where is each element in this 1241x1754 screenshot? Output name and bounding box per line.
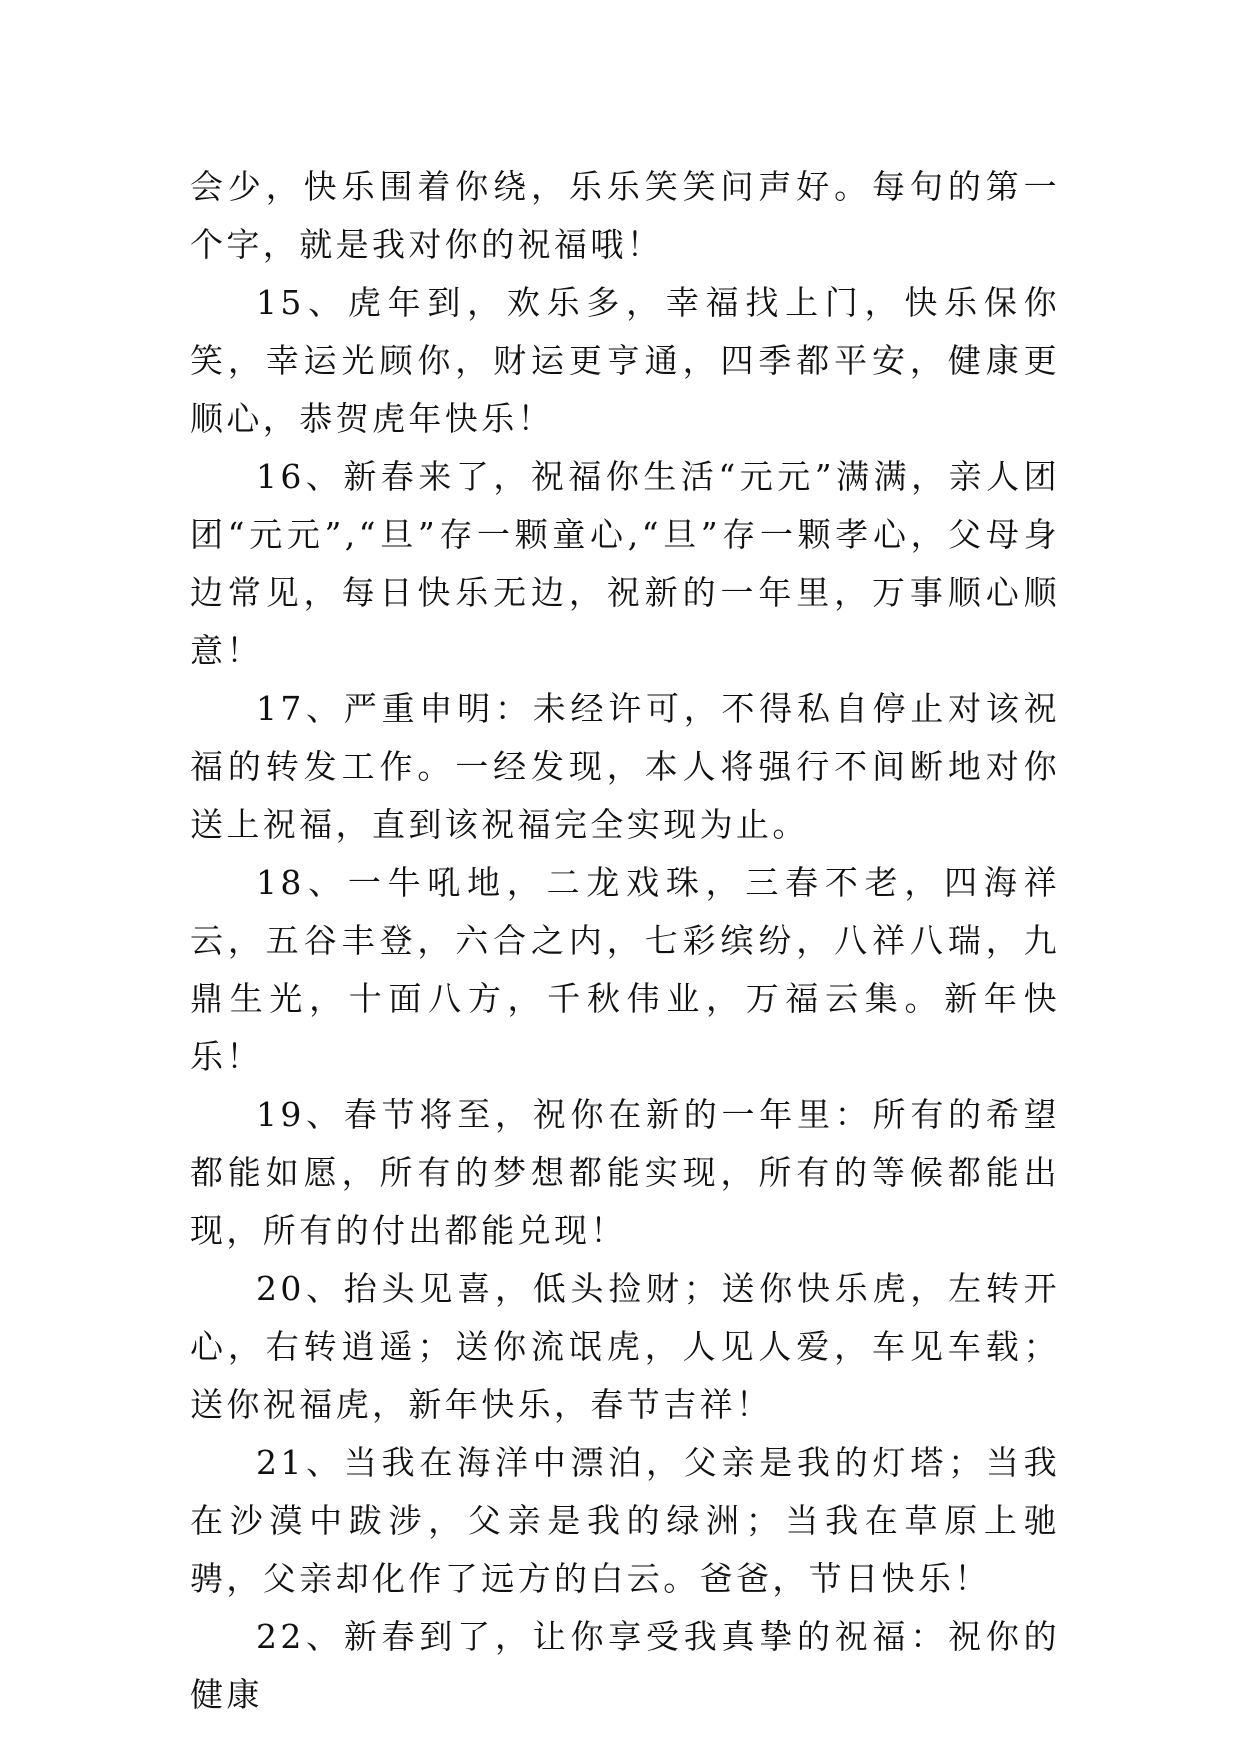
paragraph-16: 16、新春来了，祝福你生活“元元”满满，亲人团团“元元”,“旦”存一颗童心,“旦”存一颗孝心，父母身边常见，每日快乐无边，祝新的一年里，万事顺心顺意！ — [190, 457, 1060, 670]
paragraph-15: 15、虎年到，欢乐多，幸福找上门，快乐保你笑，幸运光顾你，财运更亨通，四季都平安，健康更顺心，恭贺虎年快乐！ — [190, 283, 1060, 438]
paragraph-21: 21、当我在海洋中漂泊，父亲是我的灯塔；当我在沙漠中跋涉，父亲是我的绿洲；当我在草原上驰骋，父亲却化作了远方的白云。爸爸，节日快乐！ — [190, 1443, 1060, 1598]
paragraph-continued: 会少，快乐围着你绕，乐乐笑笑问声好。每句的第一个字，就是我对你的祝福哦！ — [190, 167, 1060, 264]
document-body — [190, 158, 1060, 1724]
paragraph-22: 22、新春到了，让你享受我真挚的祝福：祝你的健康 — [190, 1617, 1060, 1714]
paragraph-18: 18、一牛吼地，二龙戏珠，三春不老，四海祥云，五谷丰登，六合之内，七彩缤纷，八祥八瑞，九鼎生光，十面八方，千秋伟业，万福云集。新年快乐！ — [190, 863, 1060, 1076]
paragraph-20: 20、抬头见喜，低头捡财；送你快乐虎，左转开心，右转逍遥；送你流氓虎，人见人爱，车见车载；送你祝福虎，新年快乐，春节吉祥！ — [190, 1269, 1060, 1424]
paragraph-19: 19、春节将至，祝你在新的一年里：所有的希望都能如愿，所有的梦想都能实现，所有的等候都能出现，所有的付出都能兑现！ — [190, 1095, 1060, 1250]
paragraph-17: 17、严重申明：未经许可，不得私自停止对该祝福的转发工作。一经发现，本人将强行不间断地对你送上祝福，直到该祝福完全实现为止。 — [190, 689, 1060, 844]
